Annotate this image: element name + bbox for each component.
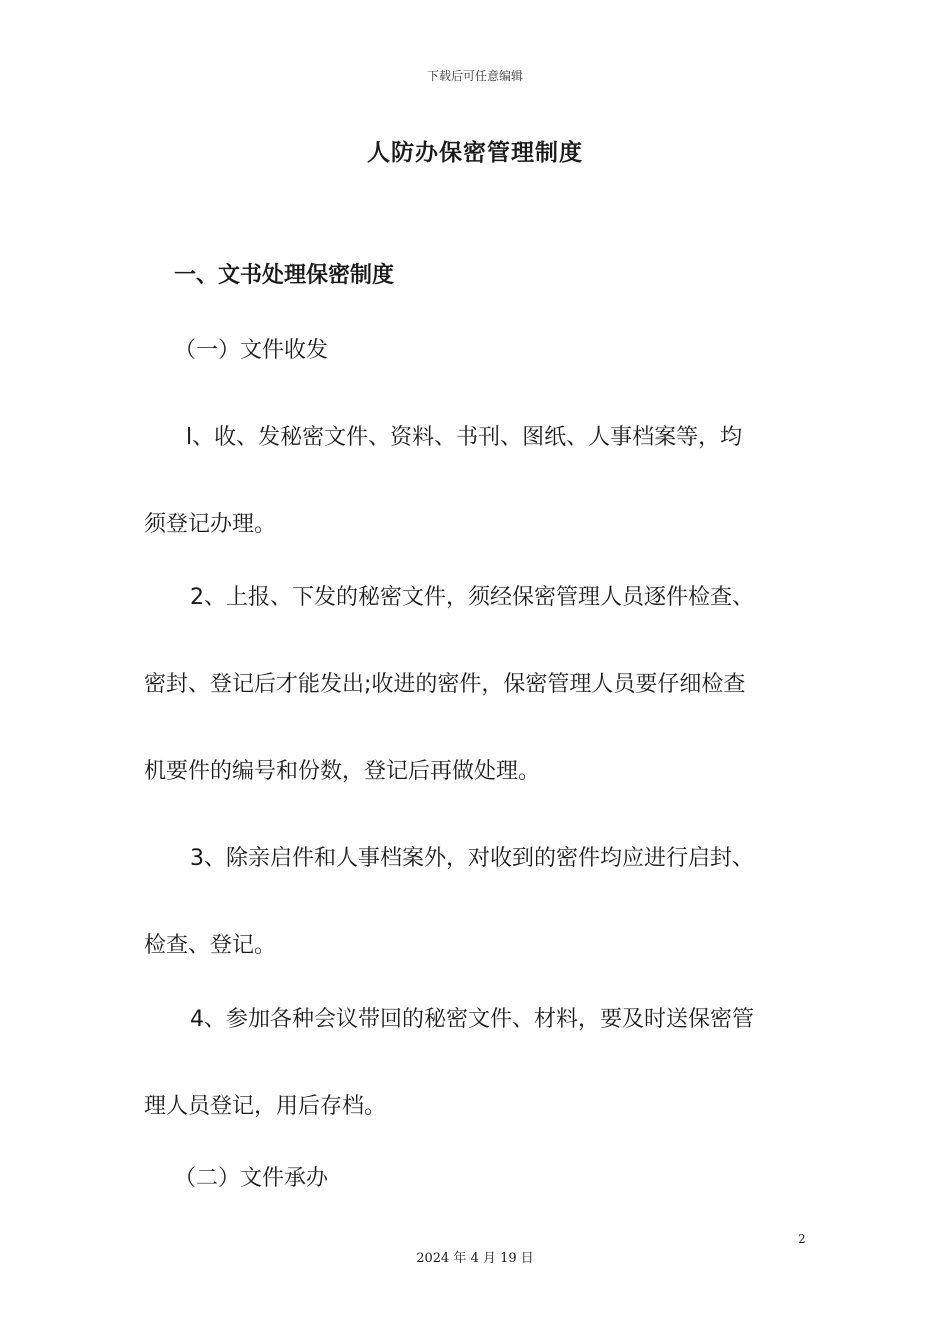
subsection-heading-handling: （二）文件承办: [174, 1166, 329, 1191]
item-3-line-1: 3、除亲启件和人事档案外，对收到的密件均应进行启封、: [190, 846, 754, 871]
item-1-line-1: l、收、发秘密文件、资料、书刊、图纸、人事档案等，均: [186, 425, 743, 450]
item-1-line-2: 须登记办理。: [144, 512, 277, 537]
item-2-line-3: 机要件的编号和份数，登记后再做处理。: [144, 759, 541, 784]
item-4-line-2: 理人员登记，用后存档。: [144, 1094, 387, 1119]
subsection-heading-receiving: （一）文件收发: [174, 338, 329, 363]
item-2-line-1: 2、上报、下发的秘密文件，须经保密管理人员逐件检查、: [190, 585, 754, 610]
item-2-line-2: 密封、登记后才能发出;收进的密件，保密管理人员要仔细检查: [144, 672, 746, 697]
footer-date: 2024 年 4 月 19 日: [416, 1251, 534, 1266]
document-title: 人防办保密管理制度: [367, 140, 583, 166]
header-note: 下载后可任意编辑: [426, 69, 523, 83]
page-number: 2: [798, 1232, 806, 1246]
section-heading: 一、文书处理保密制度: [174, 263, 395, 288]
item-3-line-2: 检查、登记。: [144, 933, 277, 958]
item-4-line-1: 4、参加各种会议带回的秘密文件、材料，要及时送保密管: [190, 1007, 754, 1032]
